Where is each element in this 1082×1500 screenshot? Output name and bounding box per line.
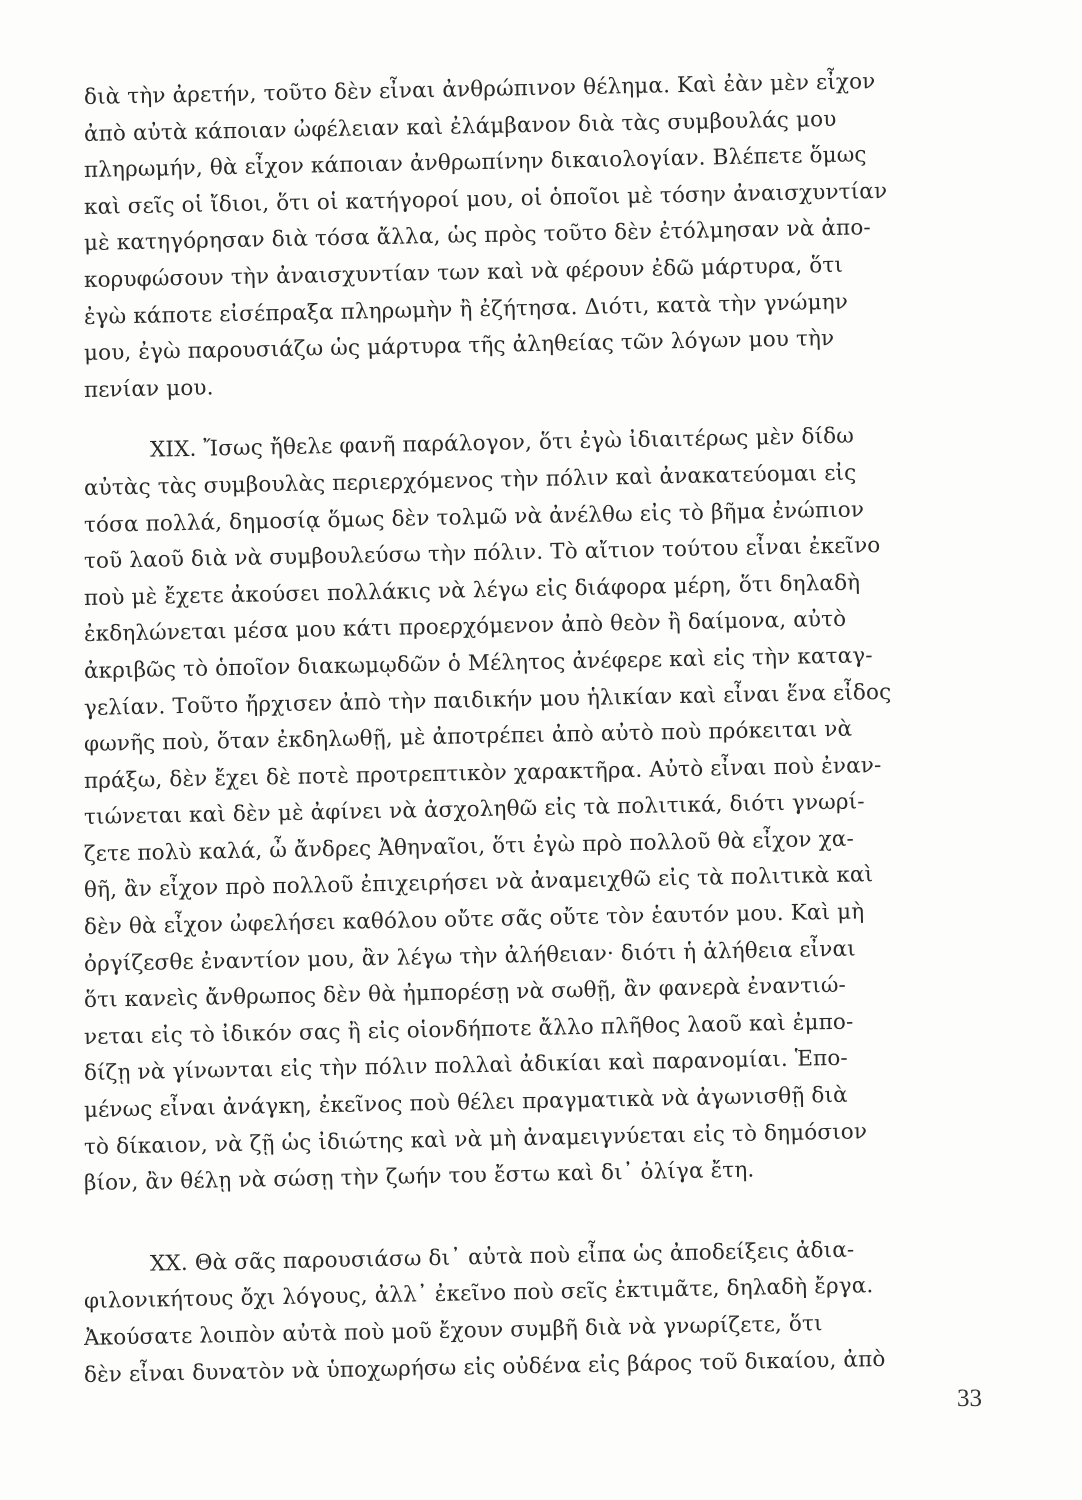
text-line: ὅτι κανεὶς ἄνθρωπος δὲν θὰ ἠμπορέσῃ νὰ σωθῇ, ἂν φανερὰ ἐναντιώ- — [83, 972, 847, 1014]
text-line: νεται εἰς τὸ ἰδικόν σας ἢ εἰς οἱονδήποτε ἄλλο πλῆθος λαοῦ καὶ ἐμπο- — [83, 1009, 854, 1050]
text-line: φωνῆς ποὺ, ὅταν ἐκδηλωθῇ, μὲ ἀποτρέπει ἀπὸ αὐτὸ ποὺ πρόκειται νὰ — [83, 716, 853, 758]
text-line: αὐτὰς τὰς συμβουλὰς περιερχόμενος τὴν πόλιν καὶ ἀνακατεύομαι εἰς — [83, 460, 857, 501]
text-line: ἐκδηλώνεται μέσα μου κάτι προερχόμενον ἀπὸ θεὸν ἢ δαίμονα, αὐτὸ — [83, 607, 847, 648]
text-line: γελίαν. Τοῦτο ἤρχισεν ἀπὸ τὴν παιδικήν μου ἡλικίαν καὶ εἶναι ἕνα εἶδος — [83, 679, 892, 721]
text-line: τιώνεται καὶ δὲν μὲ ἀφίνει νὰ ἀσχοληθῶ εἰς τὰ πολιτικά, διότι γνωρί- — [83, 789, 865, 831]
text-line: πενίαν μου. — [83, 375, 214, 403]
text-line: ὀργίζεσθε ἐναντίον μου, ἂν λέγω τὴν ἀλήθειαν· διότι ἡ ἀλήθεια εἶναι — [83, 936, 856, 977]
text-column — [83, 69, 984, 1394]
text-line: διὰ τὴν ἀρετήν, τοῦτο δὲν εἶναι ἀνθρώπινον θέλημα. Καὶ ἐὰν μὲν εἶχον — [83, 69, 876, 110]
text-line: τὸ δίκαιον, νὰ ζῇ ὡς ἰδιώτης καὶ νὰ μὴ ἀναμειγνύεται εἰς τὸ δημόσιον — [83, 1118, 868, 1160]
text-line: Ἀκούσατε λοιπὸν αὐτὰ ποὺ μοῦ ἔχουν συμβῆ διὰ νὰ γνωρίζετε, ὅτι — [83, 1311, 823, 1351]
text-line: δίζῃ νὰ γίνωνται εἰς τὴν πόλιν πολλαὶ ἀδικίαι καὶ παρανομίαι. Ἑπο- — [83, 1046, 849, 1087]
text-line: κορυφώσουν τὴν ἀναισχυντίαν των καὶ νὰ φέρουν ἐδῶ μάρτυρα, ὅτι — [83, 252, 844, 293]
text-line: τόσα πολλά, δημοσίᾳ ὅμως δὲν τολμῶ νὰ ἀνέλθω εἰς τὸ βῆμα ἐνώπιον — [83, 496, 865, 538]
paragraph-1 — [83, 69, 984, 409]
text-line: ἀκριβῶς τὸ ὁποῖον διακωμῳδῶν ὁ Μέλητος ἀνέφερε καὶ εἰς τὴν καταγ- — [83, 643, 873, 684]
text-line: μένως εἶναι ἀνάγκη, ἐκεῖνος ποὺ θέλει πραγματικὰ νὰ ἀγωνισθῇ διὰ — [83, 1082, 848, 1124]
text-line: τοῦ λαοῦ διὰ νὰ συμβουλεύσω τὴν πόλιν. Τὸ αἴτιον τούτου εἶναι ἐκεῖνο — [83, 533, 881, 575]
text-line: φιλονικήτους ὄχι λόγους, ἀλλ᾽ ἐκεῖνο ποὺ σεῖς ἐκτιμᾶτε, δηλαδὴ ἔργα. — [83, 1273, 874, 1315]
paragraph-3-section-xx — [83, 1237, 984, 1394]
text-line: ζετε πολὺ καλά, ὦ ἄνδρες Ἀθηναῖοι, ὅτι ἐγὼ πρὸ πολλοῦ θὰ εἶχον χα- — [83, 826, 855, 867]
text-line: δὲν εἶναι δυνατὸν νὰ ὑποχωρήσω εἰς οὐδένα εἰς βάρος τοῦ δικαίου, ἀπὸ — [83, 1346, 886, 1388]
text-line: ποὺ μὲ ἔχετε ἀκούσει πολλάκις νὰ λέγω εἰς διάφορα μέρη, ὅτι δηλαδὴ — [83, 570, 861, 611]
section-heading-line: XIX. Ἴσως ἤθελε φανῆ παράλογον, ὅτι ἐγὼ ἰδιαιτέρως μὲν δίδω — [149, 423, 855, 464]
paragraph-2-section-xix — [83, 423, 984, 1202]
text-line: ἐγὼ κάποτε εἰσέπραξα πληρωμὴν ἢ ἐζήτησα. Διότι, κατὰ τὴν γνώμην — [83, 289, 849, 330]
text-line: βίον, ἂν θέλῃ νὰ σώσῃ τὴν ζωήν του ἔστω καὶ δι᾽ ὀλίγα ἔτη. — [83, 1157, 755, 1197]
text-line: πληρωμήν, θὰ εἶχον κάποιαν ἀνθρωπίνην δικαιολογίαν. Βλέπετε ὅμως — [83, 142, 867, 184]
section-heading-line: XX. Θὰ σᾶς παρουσιάσω δι᾽ αὐτὰ ποὺ εἶπα ὡς ἀποδείξεις ἀδια- — [149, 1237, 855, 1277]
text-line: μου, ἐγὼ παρουσιάζω ὡς μάρτυρα τῆς ἀληθείας τῶν λόγων μου τὴν — [83, 326, 835, 367]
text-line: μὲ κατηγόρησαν διὰ τόσα ἄλλα, ὡς πρὸς τοῦτο δὲν ἐτόλμησαν νὰ ἀπο- — [83, 215, 872, 257]
page-number: 33 — [957, 1385, 982, 1412]
text-line: δὲν θὰ εἶχον ὠφελήσει καθόλου οὔτε σᾶς οὔτε τὸν ἑαυτόν μου. Καὶ μὴ — [83, 899, 865, 941]
text-line: ἀπὸ αὐτὰ κάποιαν ὠφέλειαν καὶ ἐλάμβανον διὰ τὰς συμβουλάς μου — [83, 106, 837, 147]
text-line: θῆ, ἂν εἶχον πρὸ πολλοῦ ἐπιχειρήσει νὰ ἀναμειχθῶ εἰς τὰ πολιτικὰ καὶ — [83, 862, 874, 904]
text-line: πράξω, δὲν ἔχει δὲ ποτὲ προτρεπτικὸν χαρακτῆρα. Αὐτὸ εἶναι ποὺ ἐναν- — [83, 752, 882, 794]
text-line: καὶ σεῖς οἱ ἴδιοι, ὅτι οἱ κατήγοροί μου, οἱ ὁποῖοι μὲ τόσην ἀναισχυντίαν — [83, 178, 888, 220]
